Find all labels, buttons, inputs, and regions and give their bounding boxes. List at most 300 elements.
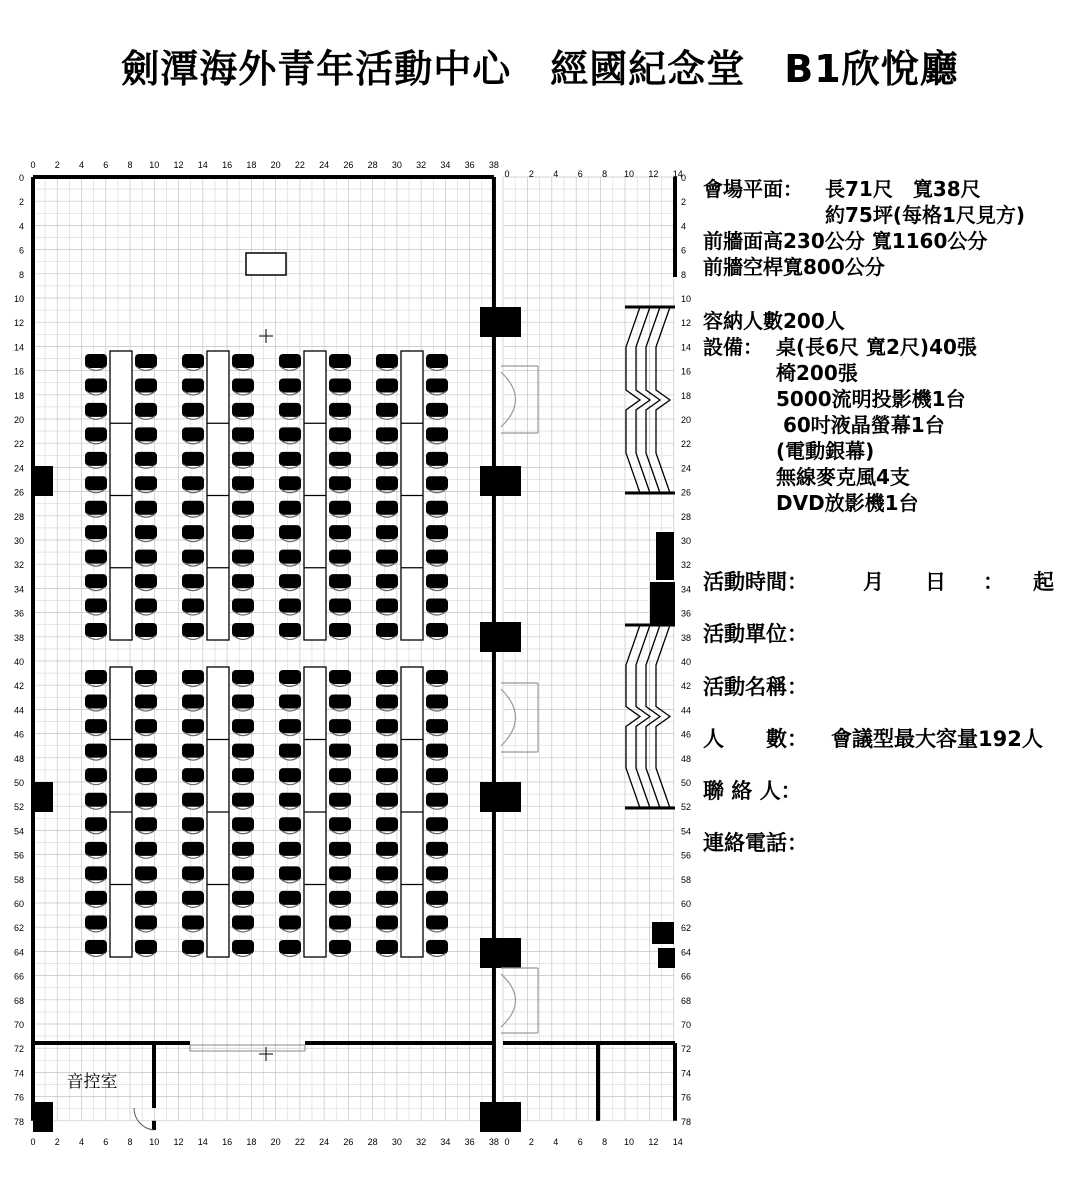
chair	[426, 940, 448, 957]
door	[501, 968, 538, 1033]
axis-tick-label: 2	[18, 197, 24, 208]
chair-seat	[135, 574, 157, 588]
chair-seat	[426, 550, 448, 564]
chair	[376, 842, 398, 859]
chair-seat	[279, 744, 301, 758]
chair	[135, 940, 157, 957]
chair	[426, 403, 448, 420]
chair-seat	[426, 354, 448, 368]
axis-tick-label: 32	[13, 560, 24, 571]
chair	[182, 452, 204, 469]
axis-tick-label: 10	[623, 1137, 635, 1147]
chair	[376, 525, 398, 542]
chair	[376, 452, 398, 469]
pillar	[33, 1102, 53, 1132]
chair-seat	[85, 768, 107, 782]
chair-seat	[329, 354, 351, 368]
chair-seat	[279, 501, 301, 515]
activity-time-from: 起	[1033, 570, 1054, 594]
chair	[426, 670, 448, 687]
chair	[85, 525, 107, 542]
pillar	[33, 466, 53, 496]
axis-tick-label: 60	[13, 899, 24, 909]
chair-seat	[279, 915, 301, 929]
pillar	[480, 622, 521, 652]
chair	[329, 525, 351, 542]
axis-tick-label: 8	[127, 160, 133, 170]
chair-seat	[85, 525, 107, 539]
chair	[182, 525, 204, 542]
axis-tick-label: 70	[681, 1020, 692, 1030]
chair	[279, 378, 301, 395]
chair	[329, 915, 351, 932]
chair	[426, 817, 448, 834]
chair	[426, 525, 448, 542]
chair	[135, 550, 157, 567]
stair-line	[646, 625, 660, 808]
axis-tick-label: 58	[681, 874, 692, 885]
axis-tick-label: 4	[553, 1137, 559, 1147]
axis-tick-label: 32	[416, 160, 427, 170]
axis-tick-label: 22	[294, 1137, 305, 1147]
chair	[135, 670, 157, 687]
chair-seat	[232, 354, 254, 368]
chair-seat	[279, 940, 301, 954]
axis-tick-label: 0	[681, 173, 687, 183]
chair	[135, 427, 157, 444]
chair-seat	[232, 599, 254, 613]
axis-tick-label: 30	[13, 536, 24, 546]
equipment-item: DVD放影機1台	[776, 491, 919, 515]
chair-seat	[329, 842, 351, 856]
chair	[232, 427, 254, 444]
axis-tick-label: 4	[681, 221, 687, 232]
chair	[232, 670, 254, 687]
people-count-label: 人 數：	[703, 727, 808, 751]
chair	[135, 378, 157, 395]
pillar	[650, 582, 675, 626]
chair	[376, 670, 398, 687]
stair-line	[626, 307, 640, 493]
chair	[376, 940, 398, 957]
pillar	[480, 782, 521, 812]
chair-seat	[85, 670, 107, 684]
chair	[426, 378, 448, 395]
chair	[376, 378, 398, 395]
chair-seat	[135, 599, 157, 613]
axis-tick-label: 12	[173, 160, 184, 170]
chair-seat	[376, 476, 398, 490]
chair-seat	[85, 744, 107, 758]
chair-seat	[232, 891, 254, 905]
chair-seat	[279, 550, 301, 564]
axis-tick-label: 28	[681, 511, 692, 522]
chair-seat	[135, 550, 157, 564]
chair	[232, 354, 254, 371]
chair-seat	[182, 623, 204, 637]
chair-seat	[85, 427, 107, 441]
chair-seat	[232, 744, 254, 758]
axis-tick-label: 48	[681, 753, 692, 764]
axis-tick-label: 34	[681, 584, 692, 595]
chair	[232, 501, 254, 518]
chair-seat	[85, 354, 107, 368]
chair-seat	[426, 403, 448, 417]
axis-tick-label: 2	[528, 1137, 534, 1147]
chair-seat	[85, 915, 107, 929]
chair	[135, 793, 157, 810]
chair-seat	[279, 525, 301, 539]
chair	[232, 891, 254, 908]
chair-seat	[135, 817, 157, 831]
venue-area: 約75坪(每格1尺見方)	[825, 203, 1026, 227]
chair-seat	[376, 866, 398, 880]
chair	[279, 452, 301, 469]
axis-tick-label: 6	[103, 160, 109, 170]
chair	[376, 550, 398, 567]
axis-tick-label: 28	[367, 160, 378, 170]
axis-tick-label: 36	[464, 1137, 475, 1147]
chair	[135, 866, 157, 883]
axis-tick-label: 10	[623, 169, 635, 179]
chair	[232, 476, 254, 493]
axis-tick-label: 78	[681, 1116, 692, 1127]
axis-tick-label: 26	[343, 1137, 354, 1147]
chair	[279, 427, 301, 444]
chair-seat	[376, 719, 398, 733]
axis-tick-label: 32	[681, 560, 692, 571]
chair	[182, 891, 204, 908]
chair-seat	[232, 695, 254, 709]
axis-tick-label: 66	[13, 971, 24, 982]
axis-tick-label: 10	[681, 294, 692, 304]
chair-seat	[329, 695, 351, 709]
chair-seat	[426, 817, 448, 831]
chair-seat	[232, 476, 254, 490]
chair-seat	[279, 623, 301, 637]
axis-tick-label: 54	[13, 826, 24, 837]
chair-seat	[135, 915, 157, 929]
chair	[135, 817, 157, 834]
chair-seat	[426, 525, 448, 539]
chair	[279, 891, 301, 908]
chair	[279, 719, 301, 736]
equipment-item: 椅200張	[776, 361, 858, 385]
chair	[232, 695, 254, 712]
chair-seat	[135, 378, 157, 392]
chair-seat	[135, 866, 157, 880]
chair-seat	[85, 695, 107, 709]
chair	[329, 866, 351, 883]
activity-time-label: 活動時間：	[703, 570, 808, 594]
chair	[182, 403, 204, 420]
axis-tick-label: 20	[270, 1137, 281, 1147]
chair	[85, 891, 107, 908]
axis-tick-label: 0	[504, 1137, 510, 1147]
chair-seat	[135, 623, 157, 637]
chair	[279, 525, 301, 542]
chair-seat	[376, 501, 398, 515]
chair-seat	[182, 427, 204, 441]
chair	[135, 525, 157, 542]
equipment-item: 60吋液晶螢幕1台	[776, 413, 945, 437]
axis-tick-label: 10	[13, 294, 24, 304]
chair-seat	[329, 744, 351, 758]
chair-seat	[85, 452, 107, 466]
chair-seat	[426, 719, 448, 733]
axis-tick-label: 28	[13, 511, 24, 522]
walls	[33, 177, 675, 1132]
axis-tick-label: 16	[13, 366, 24, 377]
chair-seat	[85, 501, 107, 515]
chair-seat	[182, 695, 204, 709]
axis-tick-label: 6	[103, 1137, 109, 1147]
axis-tick-label: 40	[681, 657, 692, 667]
chair-seat	[279, 354, 301, 368]
chair-seat	[85, 574, 107, 588]
venue-dimensions: 長71尺 寬38尺	[825, 177, 981, 201]
axis-tick-label: 68	[681, 995, 692, 1006]
chair-seat	[426, 866, 448, 880]
chair-seat	[232, 550, 254, 564]
axis-tick-label: 10	[149, 1137, 160, 1147]
axis-tick-label: 36	[681, 608, 692, 619]
chair	[85, 915, 107, 932]
chair	[426, 695, 448, 712]
axis-tick-label: 16	[222, 1137, 233, 1147]
chair	[329, 403, 351, 420]
chair-seat	[182, 599, 204, 613]
axis-tick-label: 22	[681, 439, 692, 450]
chair-seat	[85, 623, 107, 637]
chair	[135, 403, 157, 420]
axis-tick-label: 6	[577, 1137, 583, 1147]
chair-seat	[232, 842, 254, 856]
chair-seat	[329, 550, 351, 564]
chair	[376, 866, 398, 883]
axis-tick-label: 0	[30, 1137, 36, 1147]
axis-tick-label: 14	[672, 1137, 683, 1147]
chair-seat	[85, 476, 107, 490]
chair-seat	[426, 940, 448, 954]
axis-tick-label: 12	[681, 318, 692, 329]
chair-seat	[279, 793, 301, 807]
chair-seat	[426, 378, 448, 392]
chair-seat	[182, 378, 204, 392]
chair	[426, 719, 448, 736]
chair	[426, 501, 448, 518]
chair-seat	[329, 476, 351, 490]
chair-seat	[135, 695, 157, 709]
pillar	[656, 532, 674, 580]
chair-seat	[279, 719, 301, 733]
axis-tick-label: 74	[13, 1068, 24, 1079]
chair-seat	[135, 476, 157, 490]
furniture	[85, 253, 448, 1061]
chair-seat	[182, 915, 204, 929]
axis-tick-label: 26	[343, 160, 354, 170]
chair	[232, 403, 254, 420]
chair-seat	[376, 525, 398, 539]
chair-seat	[182, 793, 204, 807]
axis-tick-label: 8	[127, 1137, 133, 1147]
axis-tick-label: 8	[602, 169, 608, 179]
chair-seat	[85, 719, 107, 733]
chair-seat	[279, 891, 301, 905]
chair-seat	[376, 695, 398, 709]
chair	[85, 866, 107, 883]
chair-seat	[85, 866, 107, 880]
chair	[85, 940, 107, 957]
chair-seat	[182, 940, 204, 954]
equipment-item: 桌(長6尺 寬2尺)40張	[776, 335, 977, 359]
chair-seat	[182, 866, 204, 880]
axis-tick-label: 38	[681, 632, 692, 643]
axis-tick-label: 12	[13, 318, 24, 329]
axis-tick-label: 8	[681, 269, 687, 280]
axis-tick-label: 4	[79, 160, 85, 170]
chair	[135, 452, 157, 469]
chair	[232, 940, 254, 957]
chair-seat	[376, 670, 398, 684]
axis-tick-label: 44	[13, 705, 24, 716]
chair	[329, 452, 351, 469]
equipment-item: (電動銀幕)	[776, 439, 875, 463]
chair-seat	[329, 817, 351, 831]
chair-seat	[329, 501, 351, 515]
axis-tick-label: 22	[294, 160, 305, 170]
chair-seat	[232, 525, 254, 539]
pillar	[658, 948, 675, 968]
axis-tick-label: 46	[681, 729, 692, 740]
axis-tick-label: 28	[367, 1137, 378, 1147]
chair	[329, 476, 351, 493]
chair-seat	[279, 378, 301, 392]
chair	[85, 817, 107, 834]
chair	[135, 476, 157, 493]
chair	[279, 695, 301, 712]
axis-tick-label: 4	[18, 221, 24, 232]
chair	[426, 427, 448, 444]
chair-seat	[426, 695, 448, 709]
chair-seat	[182, 476, 204, 490]
chair-seat	[376, 842, 398, 856]
chair	[426, 550, 448, 567]
stair-line	[656, 625, 670, 808]
axis-tick-label: 24	[319, 160, 330, 170]
chair	[329, 670, 351, 687]
chair-seat	[85, 940, 107, 954]
chair-seat	[426, 452, 448, 466]
chair-seat	[329, 427, 351, 441]
chair	[85, 501, 107, 518]
chair	[85, 427, 107, 444]
axis-tick-label: 76	[13, 1092, 24, 1103]
chair	[135, 719, 157, 736]
chair-seat	[376, 354, 398, 368]
chair	[232, 915, 254, 932]
chair	[376, 501, 398, 518]
chair	[329, 695, 351, 712]
chair	[376, 891, 398, 908]
chair-seat	[232, 866, 254, 880]
axis-tick-label: 34	[440, 160, 451, 170]
chair	[426, 866, 448, 883]
chair-seat	[426, 915, 448, 929]
chair	[182, 793, 204, 810]
axis-tick-label: 34	[13, 584, 24, 595]
pillar	[480, 938, 521, 968]
axis-tick-label: 38	[488, 1137, 499, 1147]
chair	[279, 915, 301, 932]
axis-tick-label: 16	[681, 366, 692, 377]
axis-tick-label: 14	[13, 342, 24, 353]
chair	[279, 940, 301, 957]
chair	[182, 550, 204, 567]
equipment-item: 無線麥克風4支	[776, 465, 910, 489]
chair	[182, 476, 204, 493]
chair-seat	[135, 452, 157, 466]
axis-tick-label: 54	[681, 826, 692, 837]
chair-seat	[426, 427, 448, 441]
chair	[279, 793, 301, 810]
chair	[182, 940, 204, 957]
axis-tick-label: 42	[13, 681, 24, 692]
chair-seat	[135, 744, 157, 758]
axis-tick-label: 2	[54, 160, 60, 170]
chair	[232, 719, 254, 736]
chair	[376, 915, 398, 932]
axis-tick-label: 70	[13, 1020, 24, 1030]
axis-tick-label: 8	[602, 1137, 608, 1147]
chair-seat	[85, 550, 107, 564]
chair	[376, 695, 398, 712]
axis-tick-label: 48	[13, 753, 24, 764]
chair-seat	[426, 574, 448, 588]
axis-tick-label: 24	[13, 463, 24, 474]
chair	[232, 550, 254, 567]
chair	[279, 501, 301, 518]
chair	[426, 354, 448, 371]
chair-seat	[232, 378, 254, 392]
people-count-value: 會議型最大容量192人	[831, 727, 1043, 751]
chair-seat	[182, 550, 204, 564]
axis-tick-label: 30	[681, 536, 692, 546]
axis-tick-label: 26	[681, 487, 692, 498]
chair-seat	[232, 793, 254, 807]
chair	[182, 842, 204, 859]
chair	[182, 354, 204, 371]
chair-seat	[426, 768, 448, 782]
chair-seat	[279, 574, 301, 588]
chair-seat	[376, 817, 398, 831]
chair	[426, 476, 448, 493]
chair	[376, 354, 398, 371]
axis-tick-label: 44	[681, 705, 692, 716]
chair	[329, 842, 351, 859]
axis-tick-label: 0	[18, 173, 24, 183]
stair-line	[636, 625, 650, 808]
chair-seat	[376, 940, 398, 954]
axis-tick-label: 0	[30, 160, 36, 170]
chair-seat	[232, 452, 254, 466]
chair-seat	[182, 501, 204, 515]
axis-tick-label: 24	[681, 463, 692, 474]
axis-tick-label: 62	[681, 923, 692, 934]
chair-seat	[135, 719, 157, 733]
chair	[329, 817, 351, 834]
chair-seat	[329, 793, 351, 807]
